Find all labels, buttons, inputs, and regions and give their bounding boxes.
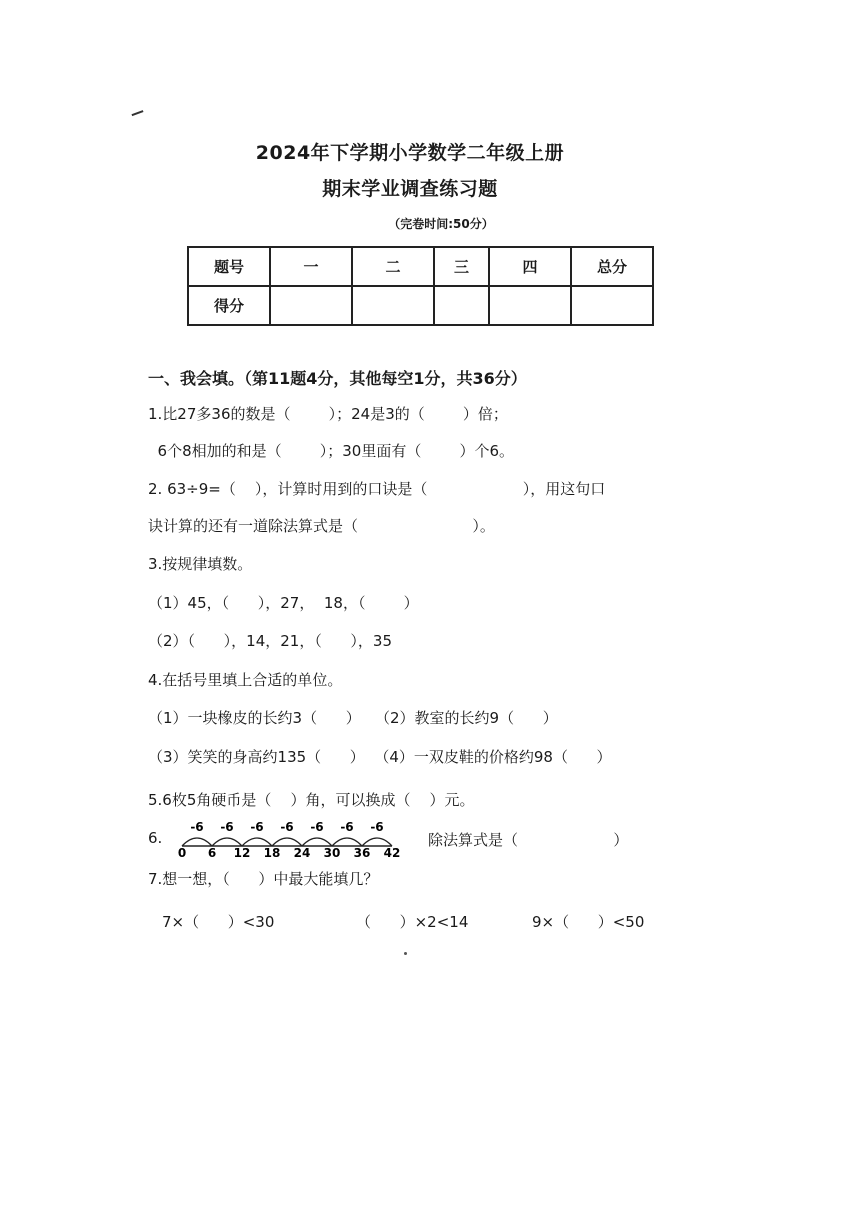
question-4-title: 4.在括号里填上合适的单位。 bbox=[148, 671, 343, 689]
row-label-question: 题号 bbox=[188, 247, 270, 286]
number-line-tick-label: 42 bbox=[383, 846, 401, 858]
number-line-svg bbox=[174, 820, 414, 858]
number-line-tick-label: 12 bbox=[233, 846, 251, 858]
score-table bbox=[187, 246, 654, 326]
exam-subtitle: 期末学业调查练习题 bbox=[322, 178, 498, 200]
score-table-header-row bbox=[188, 247, 653, 286]
question-1-line-1: 1.比27多36的数是（ ）；24是3的（ ）倍； bbox=[148, 405, 508, 423]
question-3-title: 3.按规律填数。 bbox=[148, 555, 253, 573]
number-line-tick-label: 18 bbox=[263, 846, 281, 858]
question-2-line-2: 诀计算的还有一道除法算式是（ ）。 bbox=[148, 517, 495, 535]
number-line bbox=[174, 820, 414, 858]
score-cell-2[interactable] bbox=[352, 286, 434, 325]
col-total: 总分 bbox=[571, 247, 653, 286]
score-table-score-row bbox=[188, 286, 653, 325]
score-cell-1[interactable] bbox=[270, 286, 352, 325]
row-label-score: 得分 bbox=[188, 286, 270, 325]
score-cell-total[interactable] bbox=[571, 286, 653, 325]
question-4-line-2: （3）笑笑的身高约135（ ） （4）一双皮鞋的价格约98（ ） bbox=[148, 748, 612, 766]
number-line-jump-arc bbox=[272, 838, 302, 846]
number-line-jump-arc bbox=[362, 838, 392, 846]
scan-mark bbox=[132, 110, 145, 119]
question-5: 5.6枚5角硬币是（ ）角，可以换成（ ）元。 bbox=[148, 791, 475, 809]
number-line-jump-label: -6 bbox=[340, 820, 354, 834]
score-cell-4[interactable] bbox=[489, 286, 571, 325]
number-line-jump-arc bbox=[332, 838, 362, 846]
number-line-jump-label: -6 bbox=[280, 820, 294, 834]
number-line-jump-label: -6 bbox=[250, 820, 264, 834]
question-1-line-2: 6个8相加的和是（ ）；30里面有（ ）个6。 bbox=[148, 442, 515, 460]
col-4: 四 bbox=[489, 247, 571, 286]
number-line-tick-label: 30 bbox=[323, 846, 341, 858]
col-2: 二 bbox=[352, 247, 434, 286]
number-line-jump-label: -6 bbox=[220, 820, 234, 834]
question-7-title: 7.想一想，（ ）中最大能填几？ bbox=[148, 870, 379, 888]
number-line-tick-label: 0 bbox=[177, 846, 187, 858]
col-3: 三 bbox=[434, 247, 489, 286]
number-line-jump-label: -6 bbox=[190, 820, 204, 834]
number-line-jump-label: -6 bbox=[370, 820, 384, 834]
question-4-line-1: （1）一块橡皮的长约3（ ） （2）教室的长约9（ ） bbox=[148, 709, 558, 727]
question-6-number: 6. bbox=[148, 829, 163, 847]
number-line-jump-label: -6 bbox=[310, 820, 324, 834]
question-7-a: 7×（ ）<30 bbox=[162, 913, 275, 931]
score-cell-3[interactable] bbox=[434, 286, 489, 325]
number-line-tick-label: 36 bbox=[353, 846, 371, 858]
number-line-jump-arc bbox=[182, 838, 212, 846]
question-6-text: 除法算式是（ ） bbox=[428, 831, 629, 849]
number-line-jump-arc bbox=[242, 838, 272, 846]
number-line-jump-arc bbox=[212, 838, 242, 846]
question-7-c: 9×（ ）<50 bbox=[532, 913, 645, 931]
scan-dot bbox=[404, 952, 407, 955]
question-3-part-2: （2）（ ），14，21，（ ），35 bbox=[148, 632, 393, 650]
question-3-part-1: （1）45，（ ），27， 18，（ ） bbox=[148, 594, 419, 612]
time-note: （完卷时间:50分） bbox=[388, 217, 494, 231]
question-2-line-1: 2. 63÷9=（ ），计算时用到的口诀是（ ），用这句口 bbox=[148, 480, 606, 498]
number-line-tick-label: 6 bbox=[207, 846, 217, 858]
number-line-jump-arc bbox=[302, 838, 332, 846]
section-heading: 一、我会填。（第11题4分，其他每空1分，共36分） bbox=[148, 369, 527, 388]
col-1: 一 bbox=[270, 247, 352, 286]
exam-title: 2024年下学期小学数学二年级上册 bbox=[255, 142, 565, 164]
number-line-tick-label: 24 bbox=[293, 846, 311, 858]
question-7-b: （ ）×2<14 bbox=[356, 913, 469, 931]
